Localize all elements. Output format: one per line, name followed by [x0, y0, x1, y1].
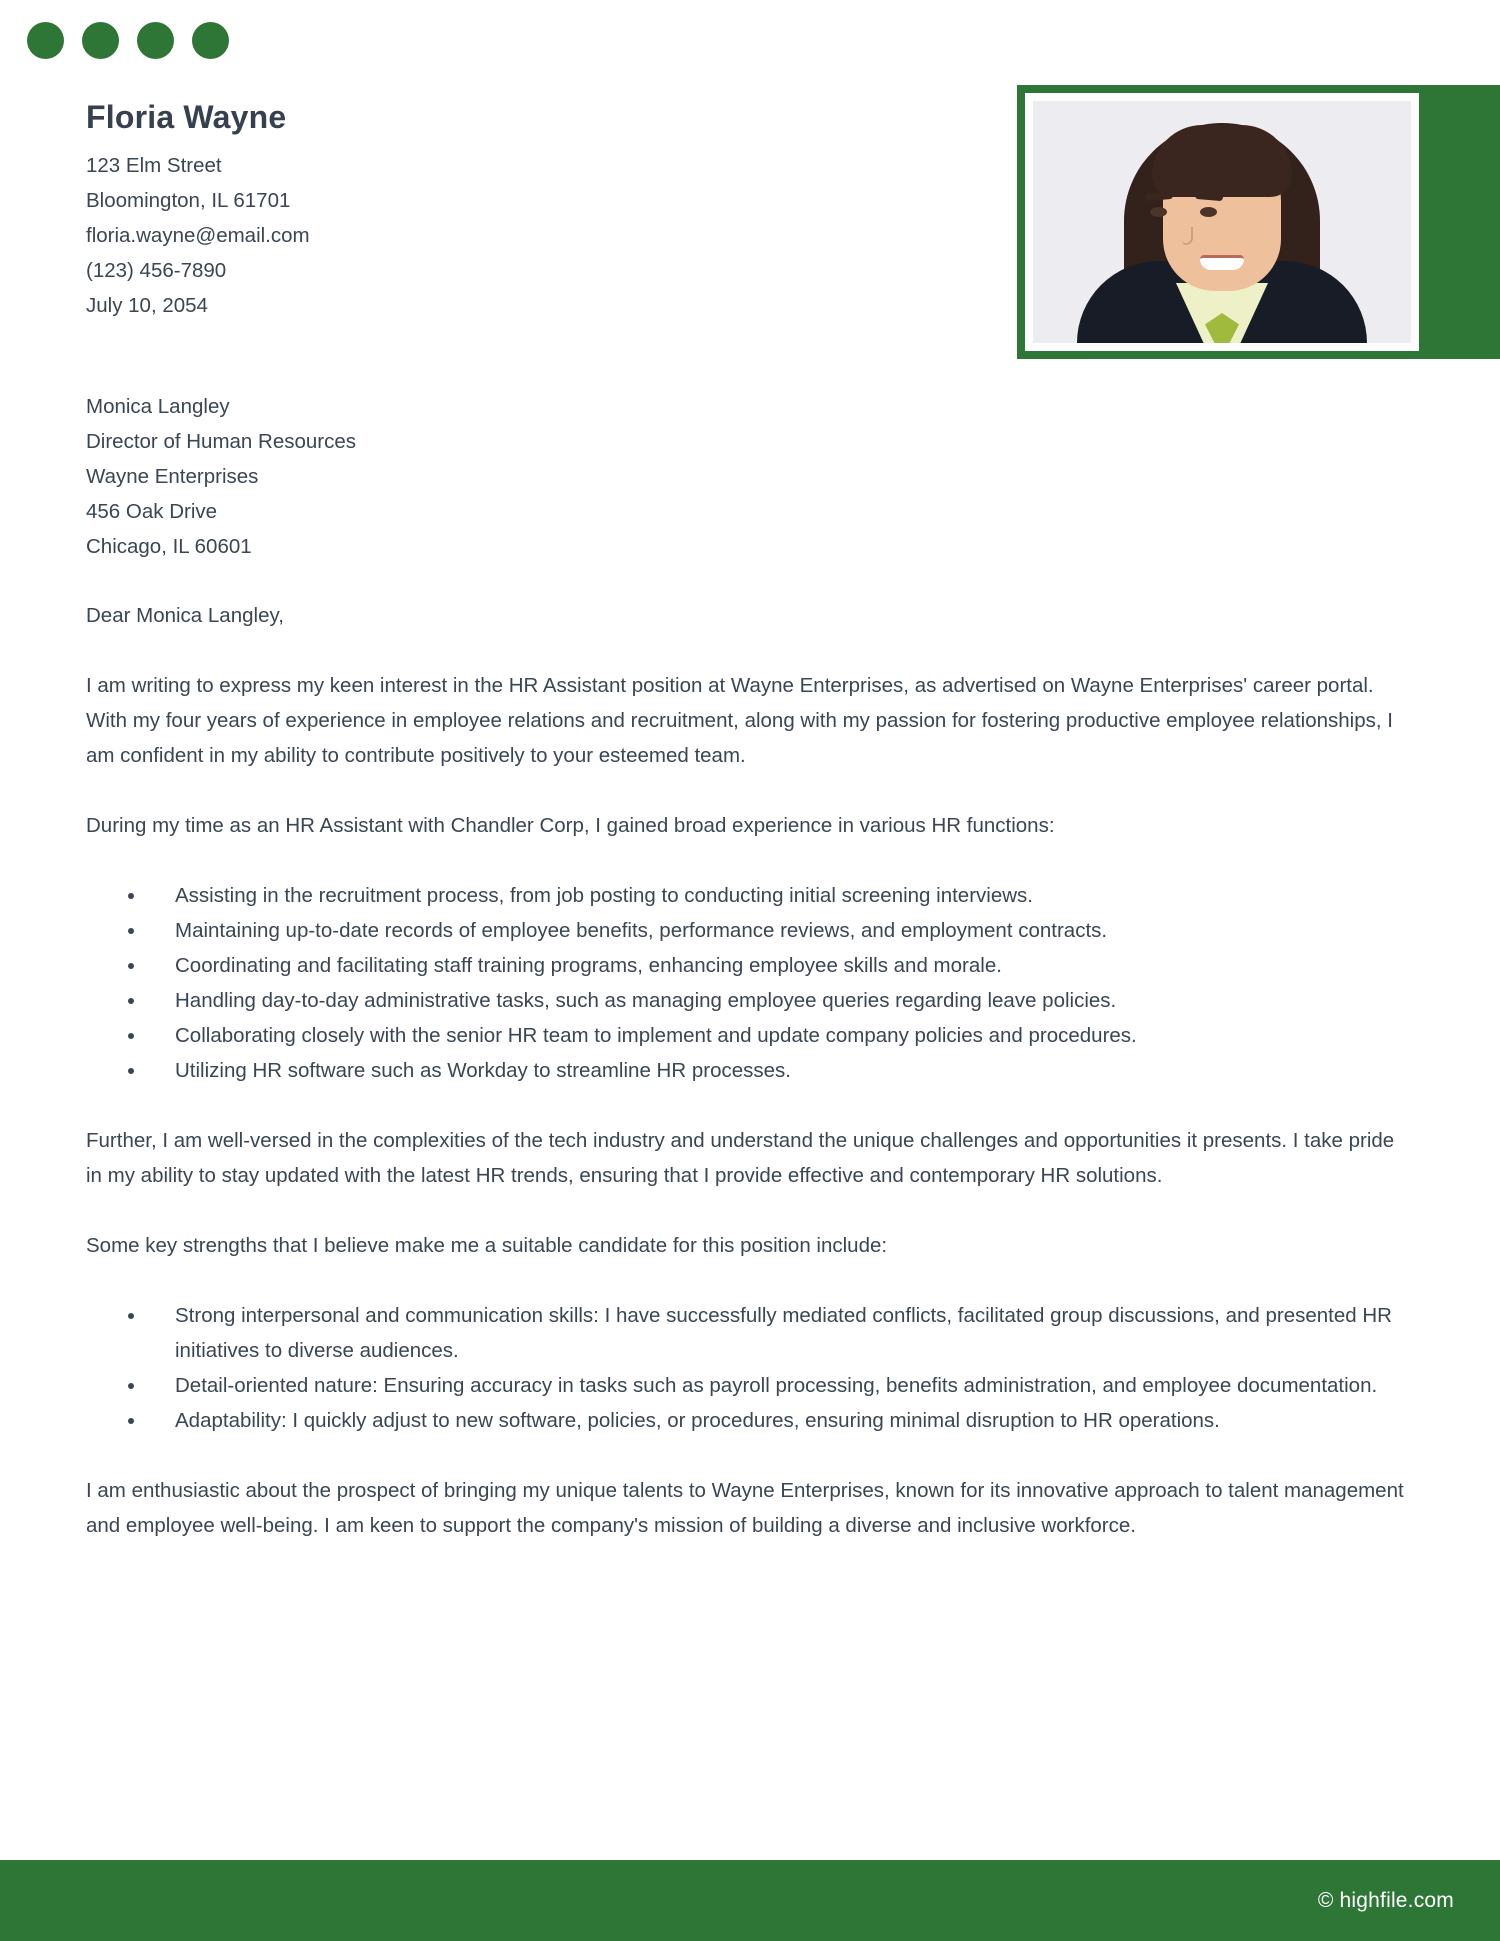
- recipient-city: Chicago, IL 60601: [86, 535, 252, 558]
- recipient-block: [86, 389, 706, 564]
- strengths-bullet-list: [86, 1298, 1406, 1438]
- recipient-title: Director of Human Resources: [86, 430, 357, 453]
- bullet-text: Maintaining up-to-date records of employee benefits, performance reviews, and employment contracts.: [175, 919, 1108, 942]
- photo-panel: [1017, 85, 1500, 359]
- circle-icon: [27, 22, 64, 59]
- list-item: [86, 1053, 1406, 1088]
- salutation: Dear Monica Langley,: [86, 604, 284, 627]
- bullet-text: Handling day-to-day administrative tasks, such as managing employee queries regarding leave policies.: [175, 989, 1117, 1012]
- list-item: [86, 878, 1406, 913]
- letter-body: [86, 598, 1406, 1578]
- circle-icon: [82, 22, 119, 59]
- sender-block: [86, 100, 706, 323]
- recipient-name: Monica Langley: [86, 395, 230, 418]
- bullet-text: Collaborating closely with the senior HR team to implement and update company policies and procedures.: [175, 1024, 1137, 1047]
- footer-credit: © highfile.com: [1317, 1888, 1454, 1912]
- experience-bullet-list: [86, 878, 1406, 1088]
- paragraph-3: Further, I am well-versed in the complexities of the tech industry and understand the unique challenges and opportunities it presents. I take pride in my ability to stay updated with the latest HR trends, ensuring that I provide effective and contemporary HR solutions.: [86, 1129, 1395, 1187]
- decorative-dots-row: [27, 22, 229, 59]
- circle-icon: [137, 22, 174, 59]
- sender-address-line: 123 Elm Street: [86, 154, 222, 178]
- bullet-text: Adaptability: I quickly adjust to new software, policies, or procedures, ensuring minimal disruption to HR operations.: [175, 1409, 1220, 1432]
- list-item: [86, 1298, 1406, 1368]
- sender-name: Floria Wayne: [86, 99, 287, 135]
- list-item: [86, 1368, 1406, 1403]
- letter-date: July 10, 2054: [86, 294, 208, 318]
- paragraph-4: Some key strengths that I believe make me a suitable candidate for this position include:: [86, 1234, 888, 1257]
- bullet-text: Assisting in the recruitment process, from job posting to conducting initial screening interviews.: [175, 884, 1033, 907]
- bullet-text: Detail-oriented nature: Ensuring accuracy in tasks such as payroll processing, benefits administration, and employee documentation.: [175, 1374, 1378, 1397]
- paragraph-2: During my time as an HR Assistant with Chandler Corp, I gained broad experience in various HR functions:: [86, 814, 1055, 837]
- list-item: [86, 983, 1406, 1018]
- bullet-text: Strong interpersonal and communication skills: I have successfully mediated conflicts, facilitated group discussions, and presented HR initiatives to diverse audiences.: [175, 1304, 1392, 1362]
- list-item: [86, 1403, 1406, 1438]
- paragraph-5: I am enthusiastic about the prospect of bringing my unique talents to Wayne Enterprises, known for its innovative approach to talent management and employee well-being. I am keen to support the company's mission of building a diverse and inclusive workforce.: [86, 1479, 1404, 1537]
- sender-email: floria.wayne@email.com: [86, 224, 310, 248]
- list-item: [86, 1018, 1406, 1053]
- sender-address-line: Bloomington, IL 61701: [86, 189, 291, 213]
- applicant-headshot: [1033, 101, 1411, 343]
- bullet-text: Utilizing HR software such as Workday to streamline HR processes.: [175, 1059, 791, 1082]
- recipient-street: 456 Oak Drive: [86, 500, 218, 523]
- list-item: [86, 913, 1406, 948]
- sender-phone: (123) 456-7890: [86, 259, 227, 283]
- circle-icon: [192, 22, 229, 59]
- list-item: [86, 948, 1406, 983]
- bullet-text: Coordinating and facilitating staff training programs, enhancing employee skills and morale.: [175, 954, 1002, 977]
- photo-frame: [1025, 93, 1419, 351]
- paragraph-1: I am writing to express my keen interest in the HR Assistant position at Wayne Enterprises, as advertised on Wayne Enterprises' career portal. With my four years of experience in employee relations and recruitment, along with my passion for fostering productive employee relationships, I am confident in my ability to contribute positively to your esteemed team.: [86, 674, 1393, 767]
- footer-bar: [0, 1860, 1500, 1941]
- recipient-company: Wayne Enterprises: [86, 465, 259, 488]
